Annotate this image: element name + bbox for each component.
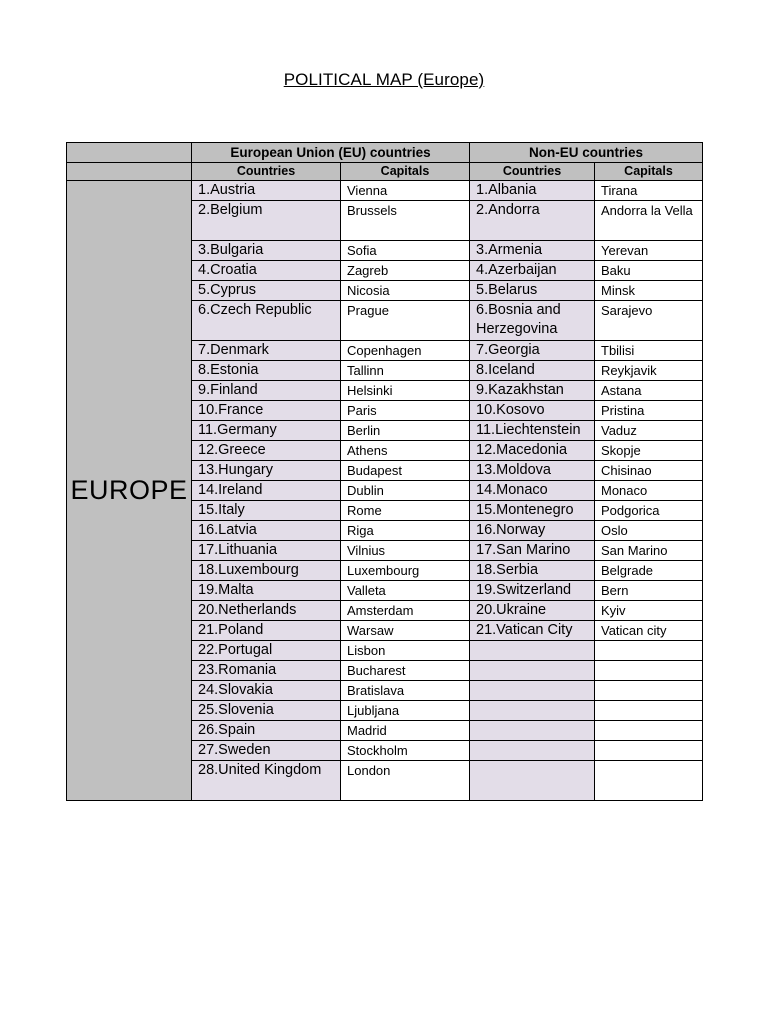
non-eu-country-cell: 17.San Marino	[470, 541, 595, 561]
non-eu-country-cell: 9.Kazakhstan	[470, 381, 595, 401]
non-eu-countries-header: Countries	[470, 163, 595, 181]
non-eu-country-cell	[470, 721, 595, 741]
eu-capital-cell: Prague	[341, 301, 470, 341]
non-eu-capital-cell	[595, 741, 703, 761]
non-eu-capital-cell: Yerevan	[595, 241, 703, 261]
eu-country-cell: 14.Ireland	[192, 481, 341, 501]
non-eu-capital-cell: Minsk	[595, 281, 703, 301]
non-eu-capital-cell: Sarajevo	[595, 301, 703, 341]
non-eu-capital-cell: Vaduz	[595, 421, 703, 441]
eu-capital-cell: Zagreb	[341, 261, 470, 281]
eu-country-cell: 22.Portugal	[192, 641, 341, 661]
non-eu-group-header: Non-EU countries	[470, 143, 703, 163]
non-eu-country-cell: 14.Monaco	[470, 481, 595, 501]
eu-capital-cell: Valleta	[341, 581, 470, 601]
countries-table	[66, 142, 703, 801]
eu-capital-cell: Warsaw	[341, 621, 470, 641]
eu-capitals-header: Capitals	[341, 163, 470, 181]
non-eu-country-cell	[470, 661, 595, 681]
document-title: POLITICAL MAP (Europe)	[283, 70, 485, 89]
non-eu-capital-cell: Vatican city	[595, 621, 703, 641]
non-eu-country-cell: 3.Armenia	[470, 241, 595, 261]
eu-capital-cell: Brussels	[341, 201, 470, 241]
non-eu-country-cell	[470, 681, 595, 701]
non-eu-capital-cell	[595, 661, 703, 681]
eu-capital-cell: Berlin	[341, 421, 470, 441]
region-label: EUROPE	[67, 181, 192, 801]
non-eu-country-cell	[470, 741, 595, 761]
eu-country-cell: 8.Estonia	[192, 361, 341, 381]
non-eu-capital-cell: Podgorica	[595, 501, 703, 521]
non-eu-country-cell: 4.Azerbaijan	[470, 261, 595, 281]
eu-country-cell: 23.Romania	[192, 661, 341, 681]
non-eu-capitals-header: Capitals	[595, 163, 703, 181]
eu-capital-cell: London	[341, 761, 470, 801]
eu-country-cell: 9.Finland	[192, 381, 341, 401]
eu-country-cell: 15.Italy	[192, 501, 341, 521]
eu-capital-cell: Budapest	[341, 461, 470, 481]
non-eu-capital-cell: Tbilisi	[595, 341, 703, 361]
eu-country-cell: 4.Croatia	[192, 261, 341, 281]
non-eu-capital-cell: Tirana	[595, 181, 703, 201]
non-eu-country-cell: 18.Serbia	[470, 561, 595, 581]
eu-capital-cell: Tallinn	[341, 361, 470, 381]
non-eu-country-cell: 11.Liechtenstein	[470, 421, 595, 441]
non-eu-country-cell: 8.Iceland	[470, 361, 595, 381]
non-eu-capital-cell: Kyiv	[595, 601, 703, 621]
non-eu-country-cell: 2.Andorra	[470, 201, 595, 241]
eu-country-cell: 3.Bulgaria	[192, 241, 341, 261]
non-eu-capital-cell: Pristina	[595, 401, 703, 421]
eu-capital-cell: Sofia	[341, 241, 470, 261]
non-eu-capital-cell: Astana	[595, 381, 703, 401]
eu-country-cell: 19.Malta	[192, 581, 341, 601]
non-eu-country-cell	[470, 701, 595, 721]
eu-countries-header: Countries	[192, 163, 341, 181]
non-eu-capital-cell	[595, 721, 703, 741]
non-eu-capital-cell	[595, 761, 703, 801]
eu-country-cell: 13.Hungary	[192, 461, 341, 481]
eu-country-cell: 25.Slovenia	[192, 701, 341, 721]
eu-capital-cell: Nicosia	[341, 281, 470, 301]
non-eu-country-cell: 16.Norway	[470, 521, 595, 541]
eu-capital-cell: Bratislava	[341, 681, 470, 701]
non-eu-capital-cell	[595, 701, 703, 721]
non-eu-country-cell: 21.Vatican City	[470, 621, 595, 641]
non-eu-country-cell: 12.Macedonia	[470, 441, 595, 461]
eu-country-cell: 7.Denmark	[192, 341, 341, 361]
non-eu-country-cell: 20.Ukraine	[470, 601, 595, 621]
non-eu-country-cell: 1.Albania	[470, 181, 595, 201]
non-eu-capital-cell: Belgrade	[595, 561, 703, 581]
eu-country-cell: 6.Czech Republic	[192, 301, 341, 341]
eu-capital-cell: Riga	[341, 521, 470, 541]
non-eu-country-cell: 6.Bosnia and Herzegovina	[470, 301, 595, 341]
eu-capital-cell: Madrid	[341, 721, 470, 741]
eu-capital-cell: Ljubljana	[341, 701, 470, 721]
non-eu-capital-cell: Monaco	[595, 481, 703, 501]
eu-country-cell: 20.Netherlands	[192, 601, 341, 621]
eu-country-cell: 10.France	[192, 401, 341, 421]
eu-capital-cell: Copenhagen	[341, 341, 470, 361]
eu-capital-cell: Dublin	[341, 481, 470, 501]
eu-country-cell: 5.Cyprus	[192, 281, 341, 301]
eu-country-cell: 16.Latvia	[192, 521, 341, 541]
eu-country-cell: 11.Germany	[192, 421, 341, 441]
eu-country-cell: 2.Belgium	[192, 201, 341, 241]
non-eu-capital-cell: Bern	[595, 581, 703, 601]
non-eu-capital-cell: Reykjavik	[595, 361, 703, 381]
eu-country-cell: 27.Sweden	[192, 741, 341, 761]
group-header-row	[67, 143, 703, 163]
non-eu-country-cell: 19.Switzerland	[470, 581, 595, 601]
non-eu-capital-cell: Baku	[595, 261, 703, 281]
corner-cell	[67, 143, 192, 163]
non-eu-capital-cell: Oslo	[595, 521, 703, 541]
non-eu-capital-cell: San Marino	[595, 541, 703, 561]
eu-capital-cell: Stockholm	[341, 741, 470, 761]
column-header-row	[67, 163, 703, 181]
eu-capital-cell: Rome	[341, 501, 470, 521]
eu-country-cell: 21.Poland	[192, 621, 341, 641]
eu-country-cell: 18.Luxembourg	[192, 561, 341, 581]
eu-capital-cell: Luxembourg	[341, 561, 470, 581]
eu-group-header: European Union (EU) countries	[192, 143, 470, 163]
eu-capital-cell: Vienna	[341, 181, 470, 201]
eu-capital-cell: Lisbon	[341, 641, 470, 661]
non-eu-country-cell: 13.Moldova	[470, 461, 595, 481]
eu-capital-cell: Helsinki	[341, 381, 470, 401]
table-row	[67, 181, 703, 201]
non-eu-capital-cell	[595, 681, 703, 701]
eu-country-cell: 24.Slovakia	[192, 681, 341, 701]
eu-capital-cell: Vilnius	[341, 541, 470, 561]
non-eu-country-cell: 15.Montenegro	[470, 501, 595, 521]
non-eu-capital-cell: Andorra la Vella	[595, 201, 703, 241]
eu-capital-cell: Athens	[341, 441, 470, 461]
eu-capital-cell: Paris	[341, 401, 470, 421]
non-eu-capital-cell	[595, 641, 703, 661]
non-eu-country-cell	[470, 641, 595, 661]
eu-country-cell: 12.Greece	[192, 441, 341, 461]
non-eu-country-cell: 7.Georgia	[470, 341, 595, 361]
eu-capital-cell: Bucharest	[341, 661, 470, 681]
non-eu-country-cell: 5.Belarus	[470, 281, 595, 301]
non-eu-country-cell: 10.Kosovo	[470, 401, 595, 421]
eu-capital-cell: Amsterdam	[341, 601, 470, 621]
eu-country-cell: 26.Spain	[192, 721, 341, 741]
non-eu-country-cell	[470, 761, 595, 801]
non-eu-capital-cell: Chisinao	[595, 461, 703, 481]
non-eu-capital-cell: Skopje	[595, 441, 703, 461]
eu-country-cell: 1.Austria	[192, 181, 341, 201]
corner-cell	[67, 163, 192, 181]
eu-country-cell: 28.United Kingdom	[192, 761, 341, 801]
eu-country-cell: 17.Lithuania	[192, 541, 341, 561]
